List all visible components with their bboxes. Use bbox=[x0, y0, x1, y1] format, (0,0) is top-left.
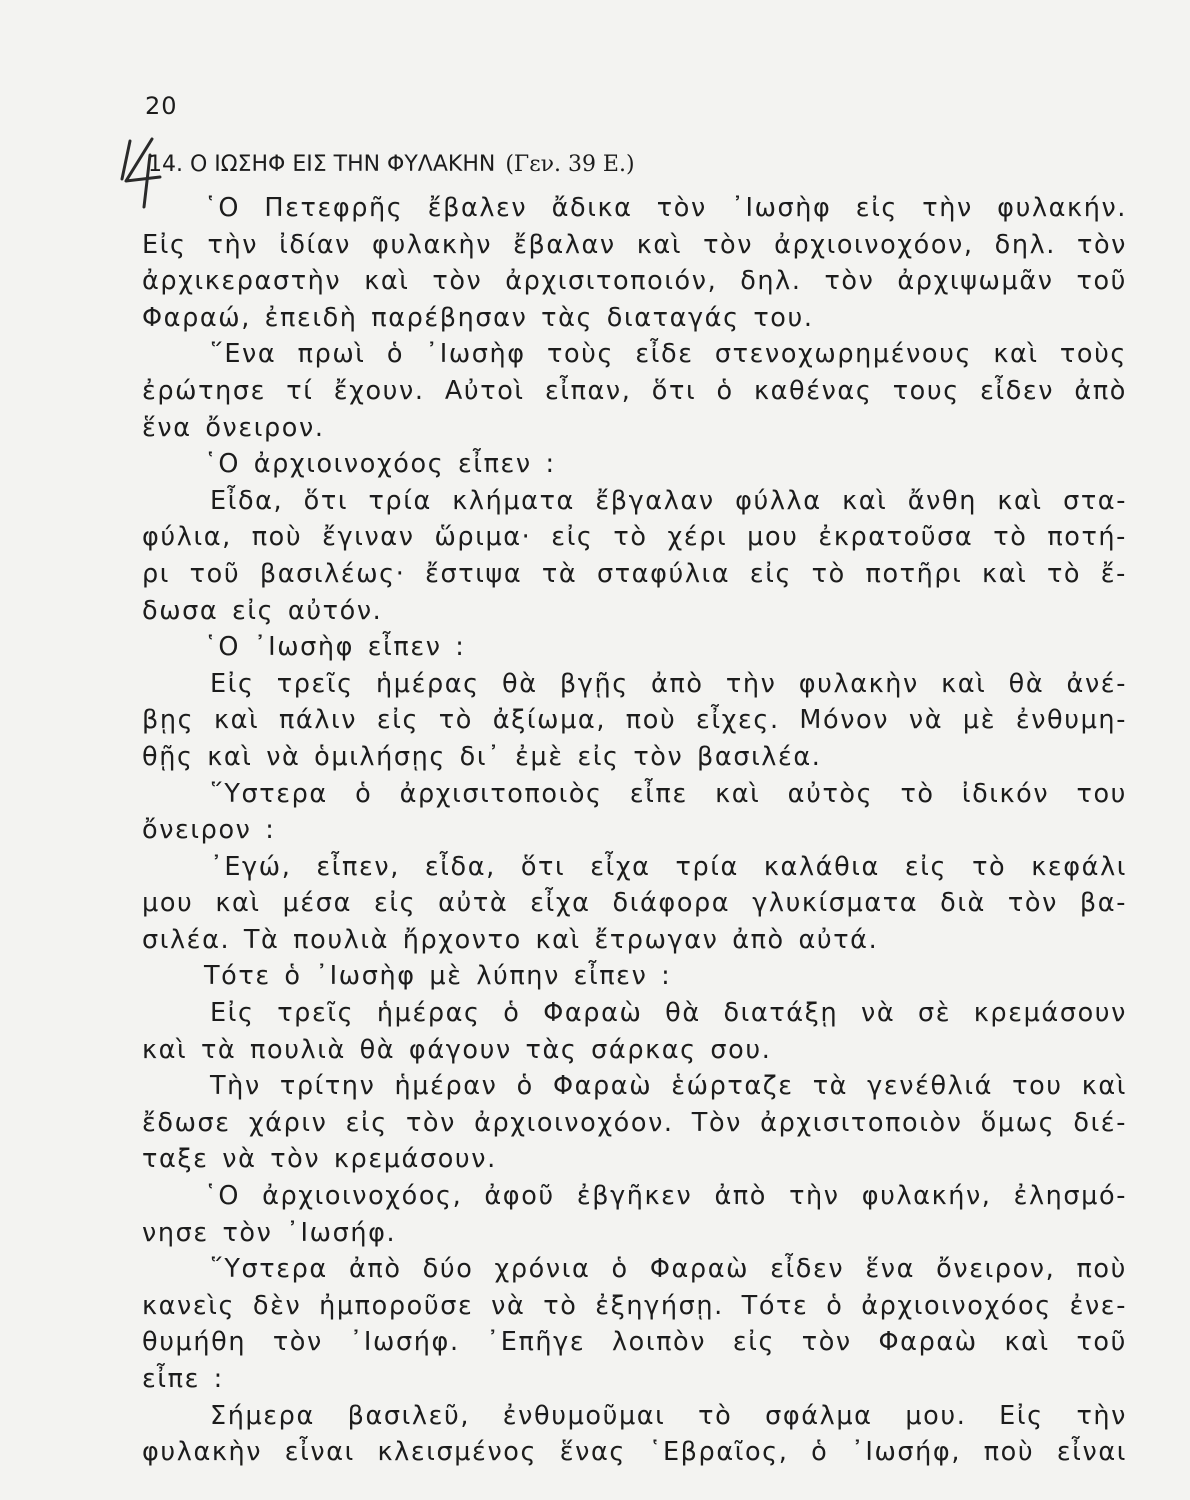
text-line: ῾Ο ἀρχιοινοχόος εἶπεν : bbox=[204, 449, 556, 480]
text-line: σιλέα. Τὰ πουλιὰ ἤρχοντο καὶ ἔτρωγαν ἀπὸ αὐτά. bbox=[142, 924, 879, 955]
text-line: ῾Ο ἀρχιοινοχόος, ἀφοῦ ἐβγῆκεν ἀπὸ τὴν φυλακήν, ἐλησμό- bbox=[204, 1181, 1127, 1212]
body-text bbox=[142, 190, 1127, 1471]
text-line: ἕνα ὄνειρον. bbox=[142, 412, 325, 443]
text-line: ῞Υστερα ἀπὸ δύο χρόνια ὁ Φαραὼ εἶδεν ἕνα ὄνειρον, ποὺ bbox=[210, 1254, 1127, 1285]
text-line: ῞Υστερα ὁ ἀρχισιτοποιὸς εἶπε καὶ αὐτὸς τὸ ἰδικόν του bbox=[210, 778, 1127, 809]
text-line: ἔδωσε χάριν εἰς τὸν ἀρχιοινοχόον. Τὸν ἀρχισιτοποιὸν ὅμως διέ- bbox=[142, 1107, 1127, 1138]
text-line: ῾Ο ᾿Ιωσὴφ εἶπεν : bbox=[204, 632, 466, 663]
text-line: Σήμερα βασιλεῦ, ἐνθυμοῦμαι τὸ σφάλμα μου. Εἰς τὴν bbox=[210, 1400, 1127, 1431]
text-line: ἀρχικεραστὴν καὶ τὸν ἀρχισιτοποιόν, δηλ. τὸν ἀρχιψωμᾶν τοῦ bbox=[142, 266, 1127, 297]
page-number: 20 bbox=[145, 92, 178, 120]
text-line: ῞Ενα πρωὶ ὁ ᾿Ιωσὴφ τοὺς εἶδε στενοχωρημένους καὶ τοὺς bbox=[210, 339, 1127, 370]
heading-title: 14. Ο ΙΩΣΗΦ ΕΙΣ ΤΗΝ ΦΥΛΑΚΗΝ bbox=[148, 152, 496, 177]
text-line: Εἶδα, ὅτι τρία κλήματα ἔβγαλαν φύλλα καὶ ἄνθη καὶ στα- bbox=[210, 485, 1127, 516]
text-line: ῾Ο Πετεφρῆς ἔβαλεν ἄδικα τὸν ᾿Ιωσὴφ εἰς τὴν φυλακήν. bbox=[204, 193, 1127, 223]
text-line: θυμήθη τὸν ᾿Ιωσήφ. ᾿Επῆγε λοιπὸν εἰς τὸν Φαραὼ καὶ τοῦ bbox=[142, 1327, 1127, 1358]
text-line: μου καὶ μέσα εἰς αὐτὰ εἶχα διάφορα γλυκίσματα διὰ τὸν βα- bbox=[142, 888, 1127, 919]
text-line: Φαραώ, ἐπειδὴ παρέβησαν τὰς διαταγάς του. bbox=[142, 302, 814, 333]
text-line: Εἰς τὴν ἰδίαν φυλακὴν ἔβαλαν καὶ τὸν ἀρχιοινοχόον, δηλ. τὸν bbox=[142, 229, 1127, 260]
heading-reference: (Γεν. 39 Ε.) bbox=[505, 152, 635, 177]
text-line: Εἰς τρεῖς ἡμέρας θὰ βγῇς ἀπὸ τὴν φυλακὴν καὶ θὰ ἀνέ- bbox=[210, 668, 1127, 699]
text-line: καὶ τὰ πουλιὰ θὰ φάγουν τὰς σάρκας σου. bbox=[142, 1034, 772, 1065]
text-line: νησε τὸν ᾿Ιωσήφ. bbox=[142, 1217, 397, 1248]
text-line: ταξε νὰ τὸν κρεμάσουν. bbox=[142, 1144, 497, 1175]
text-line: θῇς καὶ νὰ ὁμιλήσῃς δι᾿ ἐμὲ εἰς τὸν βασιλέα. bbox=[142, 741, 822, 772]
text-line: εἶπε : bbox=[142, 1364, 224, 1394]
text-line: φυλακὴν εἶναι κλεισμένος ἕνας ῾Εβραῖος, ὁ ᾿Ιωσήφ, ποὺ εἶναι bbox=[142, 1437, 1127, 1468]
text-line: ἐρώτησε τί ἔχουν. Αὐτοὶ εἶπαν, ὅτι ὁ καθένας τους εἶδεν ἀπὸ bbox=[142, 375, 1127, 406]
text-line: φύλια, ποὺ ἔγιναν ὥριμα· εἰς τὸ χέρι μου ἐκρατοῦσα τὸ ποτή- bbox=[142, 522, 1127, 553]
section-heading bbox=[148, 152, 635, 177]
text-line: ὄνειρον : bbox=[142, 815, 276, 846]
text-line: ᾿Εγώ, εἶπεν, εἶδα, ὅτι εἶχα τρία καλάθια εἰς τὸ κεφάλι bbox=[210, 851, 1127, 882]
text-line: Εἰς τρεῖς ἡμέρας ὁ Φαραὼ θὰ διατάξῃ νὰ σὲ κρεμάσουν bbox=[210, 998, 1127, 1029]
text-line: δωσα εἰς αὐτόν. bbox=[142, 595, 383, 626]
text-line: Τότε ὁ ᾿Ιωσὴφ μὲ λύπην εἶπεν : bbox=[204, 961, 672, 992]
text-line: ρι τοῦ βασιλέως· ἔστιψα τὰ σταφύλια εἰς τὸ ποτῆρι καὶ τὸ ἔ- bbox=[142, 558, 1127, 589]
text-line: βῃς καὶ πάλιν εἰς τὸ ἀξίωμα, ποὺ εἶχες. Μόνον νὰ μὲ ἐνθυμη- bbox=[142, 705, 1127, 736]
text-line: Τὴν τρίτην ἡμέραν ὁ Φαραὼ ἑώρταζε τὰ γενέθλιά του καὶ bbox=[210, 1071, 1127, 1102]
text-line: κανεὶς δὲν ἠμποροῦσε νὰ τὸ ἐξηγήσῃ. Τότε ὁ ἀρχιοινοχόος ἐνε- bbox=[142, 1290, 1127, 1321]
